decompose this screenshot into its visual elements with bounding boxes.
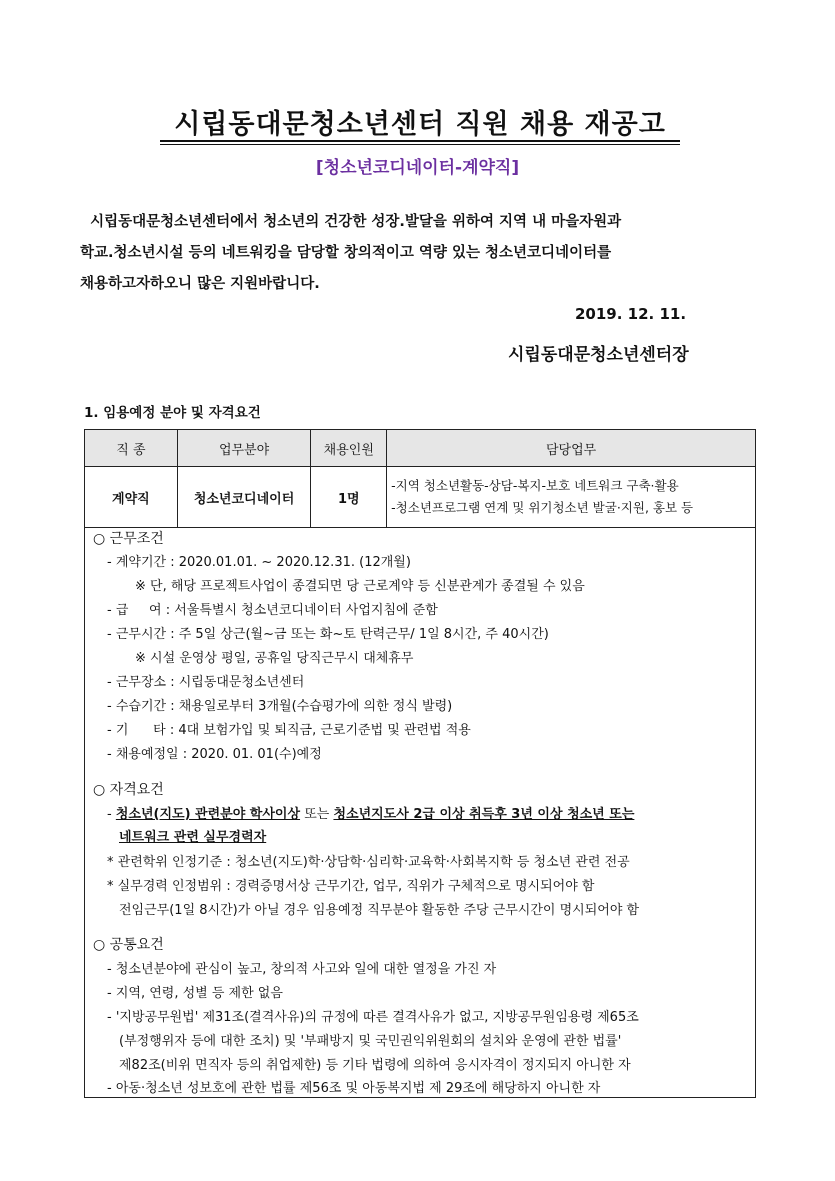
qualification-heading: ○ 자격요건: [93, 782, 164, 798]
title-underline: [160, 140, 680, 142]
header-duties: 담당업무: [387, 430, 756, 467]
work-contract-note: ※ 단, 해당 프로젝트사업이 종결되면 당 근로계약 등 신분관계가 종결될 수 있음: [135, 579, 585, 594]
header-field: 업무분야: [177, 430, 311, 467]
qualification-degree-criteria: * 관련학위 인정기준 : 청소년(지도)학·상담학·심리학·교육학·사회복지학 등 청소년 관련 전공: [107, 855, 630, 870]
intro-paragraph: [80, 207, 750, 300]
work-conditions-heading: ○ 근무조건: [93, 531, 164, 547]
qualification-experience-cont: 전임근무(1일 8시간)가 아닐 경우 임용예정 직무분야 활동한 주당 근무시간이 명시되어야 함: [119, 903, 640, 918]
work-probation: - 수습기간 : 채용일로부터 3개월(수습평가에 의한 정식 발령): [107, 699, 453, 714]
common-item: - '지방공무원법' 제31조(결격사유)의 규정에 따른 결격사유가 없고, 지방공무원임용령 제65조: [107, 1010, 639, 1025]
qualification-main: [107, 803, 634, 822]
common-item-cont: (부정행위자 등에 대한 조치) 및 '부패방지 및 국민권익위원회의 설치와 운영에 관한 법률': [119, 1034, 622, 1049]
announcement-date: 2019. 12. 11.: [575, 305, 687, 323]
cell-type: 계약직: [85, 467, 178, 528]
common-item: - 지역, 연령, 성별 등 제한 없음: [107, 986, 283, 1001]
work-etc: - 기 타 : 4대 보험가입 및 퇴직금, 근로기준법 및 관련법 적용: [107, 723, 471, 738]
table-row: [85, 467, 756, 528]
conditions-box: [84, 520, 756, 1098]
qualification-degree-req: 청소년(지도) 관련분야 학사이상: [115, 807, 301, 822]
common-item: - 청소년분야에 관심이 높고, 창의적 사고와 일에 대한 열정을 가진 자: [107, 962, 497, 977]
qualification-network-req: 네트워크 관련 실무경력자: [119, 830, 267, 845]
common-heading: ○ 공통요건: [93, 937, 164, 953]
intro-line: 시립동대문청소년센터에서 청소년의 건강한 성장.발달을 위하여 지역 내 마을자원과: [80, 214, 622, 230]
title-underline-thin: [160, 144, 680, 145]
qualification-or: 또는: [304, 807, 330, 822]
qualification-main-cont: [119, 826, 266, 845]
work-start-date: - 채용예정일 : 2020. 01. 01(수)예정: [107, 747, 322, 762]
page-title: 시립동대문청소년센터 직원 채용 재공고: [174, 109, 666, 140]
section-heading: 1. 임용예정 분야 및 자격요건: [84, 405, 261, 421]
duty-line: -지역 청소년활동-상담-복지-보호 네트워크 구축·활용: [391, 478, 679, 493]
organization-signature: 시립동대문청소년센터장: [508, 345, 689, 365]
work-place: - 근무장소 : 시립동대문청소년센터: [107, 675, 305, 690]
intro-line: 채용하고자하오니 많은 지원바랍니다.: [80, 276, 320, 292]
common-item: - 아동·청소년 성보호에 관한 법률 제56조 및 아동복지법 제 29조에 해당하지 아니한 자: [107, 1081, 601, 1096]
cell-field: 청소년코디네이터: [177, 467, 311, 528]
cell-count: 1명: [311, 467, 387, 528]
page-subtitle: [청소년코디네이터-계약직]: [315, 158, 520, 178]
intro-line: 학교.청소년시설 등의 네트워킹을 담당할 창의적이고 역량 있는 청소년코디네이터를: [80, 245, 612, 261]
common-item-cont: 제82조(비위 면직자 등의 취업제한) 등 기타 법령에 의하여 응시자격이 정지되지 아니한 자: [119, 1058, 631, 1073]
header-count: 채용인원: [311, 430, 387, 467]
table-header-row: [85, 430, 756, 467]
work-salary: - 급 여 : 서울특별시 청소년코디네이터 사업지침에 준함: [107, 603, 438, 618]
work-contract: - 계약기간 : 2020.01.01. ~ 2020.12.31. (12개월): [107, 555, 411, 570]
qualification-dash: -: [107, 807, 112, 822]
qualification-license-req: 청소년지도사 2급 이상 취득후 3년 이상 청소년 또는: [333, 807, 635, 822]
work-hours-note: ※ 시설 운영상 평일, 공휴일 당직근무시 대체휴무: [135, 651, 414, 666]
recruitment-table: [84, 429, 756, 528]
cell-duties: [387, 467, 756, 528]
duty-line: -청소년프로그램 연계 및 위기청소년 발굴·지원, 홍보 등: [391, 500, 694, 515]
work-hours: - 근무시간 : 주 5일 상근(월~금 또는 화~토 탄력근무/ 1일 8시간, 주 40시간): [107, 627, 549, 642]
header-type: 직 종: [85, 430, 178, 467]
qualification-experience: * 실무경력 인정범위 : 경력증명서상 근무기간, 업무, 직위가 구체적으로 명시되어야 함: [107, 879, 595, 894]
